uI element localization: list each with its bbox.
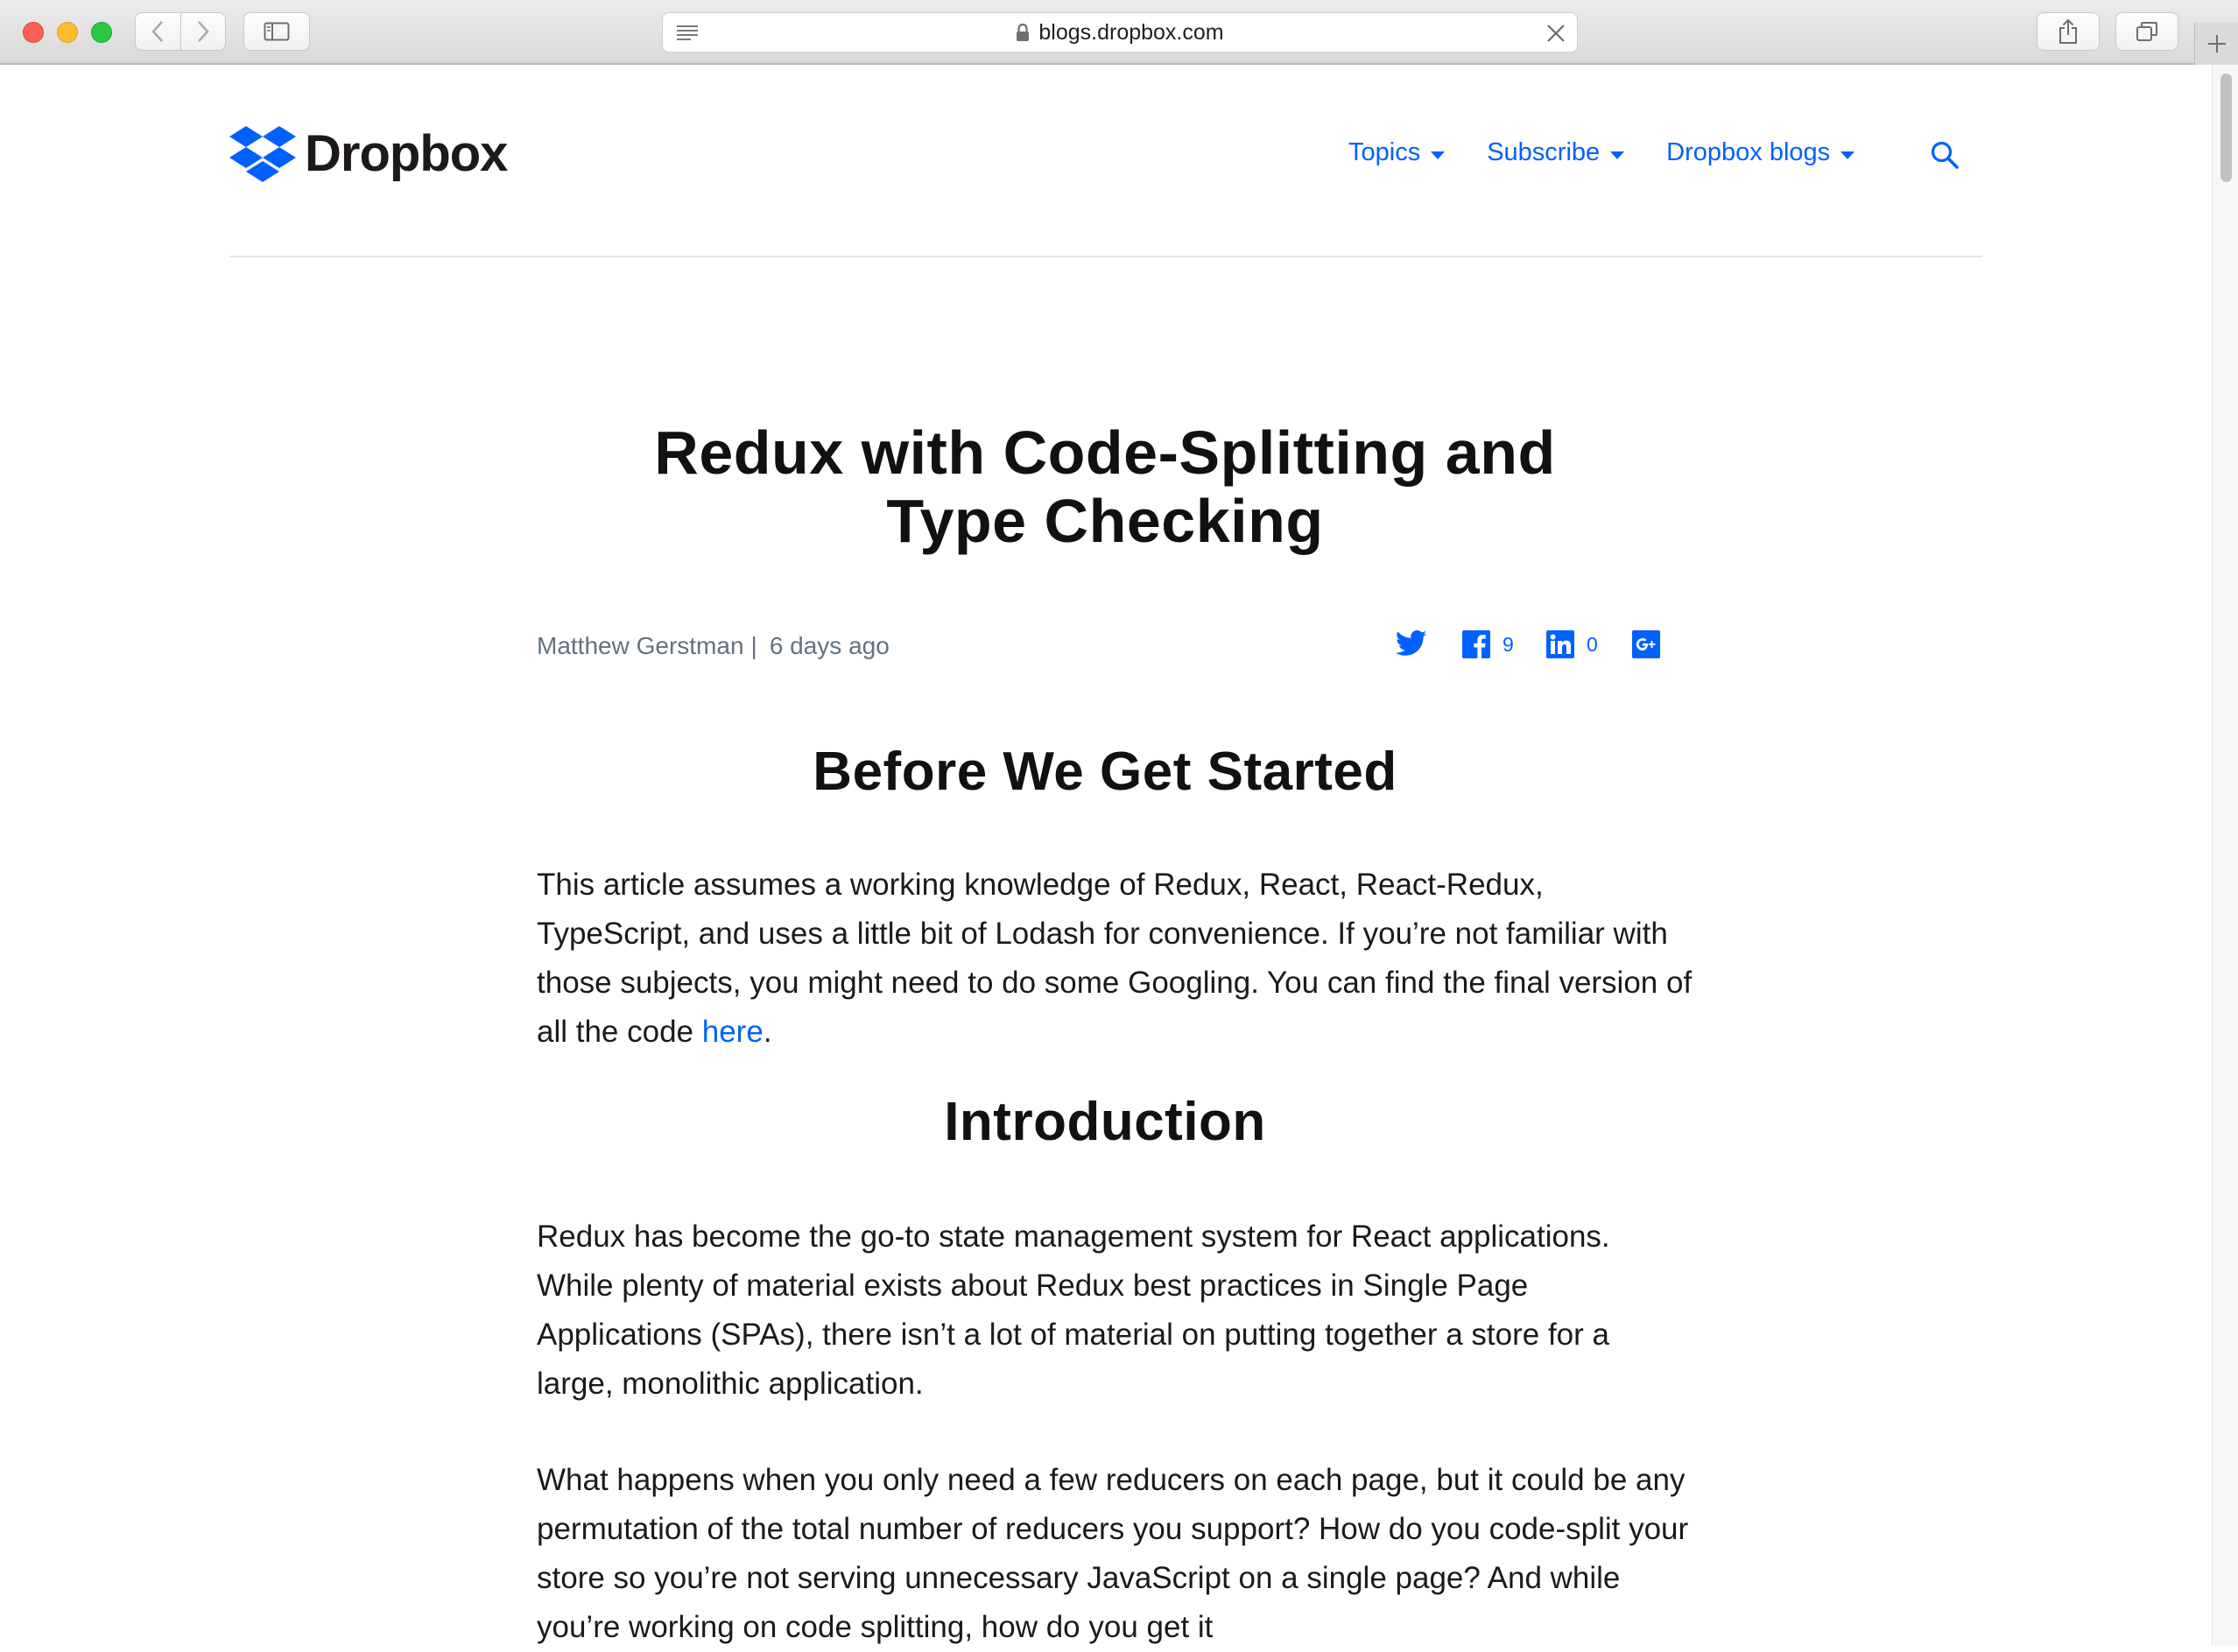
tab-overview-button[interactable] <box>2115 12 2178 51</box>
linkedin-icon <box>1546 630 1574 658</box>
nav-dropbox-blogs[interactable] <box>1666 138 1854 167</box>
facebook-share-count: 9 <box>1503 632 1514 656</box>
header-divider <box>229 256 1982 257</box>
paragraph-introduction-2: What happens when you only need a few reducers on each page, but it could be any permutation of the total number of reducers you support? How do you code-split your store so you’re not serving unnecessary JavaScript on a single page? And while you’re working on code splitting, how do you get it <box>537 1463 1689 1644</box>
paragraph-text-end: . <box>763 1015 772 1049</box>
nav-subscribe-label: Subscribe <box>1487 138 1601 166</box>
share-google-plus[interactable] <box>1632 630 1660 658</box>
forward-button[interactable] <box>181 13 226 50</box>
linkedin-share-count: 0 <box>1587 632 1598 656</box>
dropbox-logo[interactable] <box>229 124 507 183</box>
page-scrollbar[interactable] <box>2212 65 2238 1646</box>
forward-chevron-icon <box>196 20 210 43</box>
nav-dropbox-blogs-label: Dropbox blogs <box>1666 138 1831 166</box>
tabs-icon <box>2136 21 2158 42</box>
article-meta <box>537 632 890 660</box>
address-bar[interactable] <box>662 12 1578 53</box>
dropbox-logo-icon <box>229 126 296 182</box>
nav-topics[interactable] <box>1348 138 1445 167</box>
search-icon[interactable] <box>1930 140 1960 170</box>
paragraph-intro-assumptions <box>537 861 1693 1057</box>
share-icon <box>2058 18 2079 45</box>
caret-down-icon <box>1610 151 1624 159</box>
article-title <box>536 418 1674 555</box>
caret-down-icon <box>1840 151 1854 159</box>
author-name[interactable]: Matthew Gerstman <box>537 632 744 659</box>
nav-subscribe[interactable] <box>1487 138 1624 167</box>
browser-toolbar <box>0 0 2238 65</box>
paragraph-text: This article assumes a working knowledge of Redux, React, React-Redux, TypeScript, and uses a little bit of Lodash for convenience. If you’re not familiar with those subjects, you might need to do some Googling. You can find the final version of all the code <box>537 868 1693 1049</box>
section-heading-introduction: Introduction <box>944 1092 1266 1152</box>
google-plus-icon <box>1632 630 1660 658</box>
lock-icon <box>1016 23 1030 42</box>
plus-icon <box>2206 33 2227 54</box>
share-button[interactable] <box>2037 12 2100 51</box>
section-heading-before-we-get-started: Before We Get Started <box>813 742 1397 802</box>
site-nav <box>1348 138 1897 167</box>
twitter-icon <box>1396 630 1427 657</box>
back-button[interactable] <box>136 13 181 50</box>
window-close-button[interactable] <box>23 22 44 43</box>
brand-name: Dropbox <box>305 125 508 182</box>
share-linkedin[interactable] <box>1546 630 1598 658</box>
sidebar-icon <box>264 22 290 41</box>
nav-topics-label: Topics <box>1348 138 1421 166</box>
scrollbar-thumb[interactable] <box>2220 74 2232 182</box>
meta-separator: | <box>750 632 757 659</box>
history-nav <box>135 12 226 51</box>
publish-date: 6 days ago <box>769 632 890 659</box>
back-chevron-icon <box>151 20 165 43</box>
close-icon[interactable] <box>1545 23 1566 44</box>
window-minimize-button[interactable] <box>57 22 78 43</box>
facebook-icon <box>1462 630 1490 658</box>
window-zoom-button[interactable] <box>91 22 112 43</box>
article-title-line-1: Redux with Code-Splitting and <box>654 418 1556 487</box>
sidebar-toggle-button[interactable] <box>243 12 310 51</box>
caret-down-icon <box>1431 151 1445 159</box>
url-text: blogs.dropbox.com <box>1038 19 1224 45</box>
share-facebook[interactable] <box>1462 630 1514 658</box>
code-link[interactable]: here <box>701 1015 764 1049</box>
paragraph-introduction-1: Redux has become the go-to state management system for React applications. While plenty of material exists about Redux best practices in Single Page Applications (SPAs), there isn’t a lot of material on putting together a store for a large, monolithic application. <box>537 1220 1610 1401</box>
new-tab-button[interactable] <box>2194 23 2238 65</box>
url-display <box>663 13 1577 52</box>
article-title-line-2: Type Checking <box>886 487 1324 555</box>
share-twitter[interactable] <box>1396 630 1427 657</box>
